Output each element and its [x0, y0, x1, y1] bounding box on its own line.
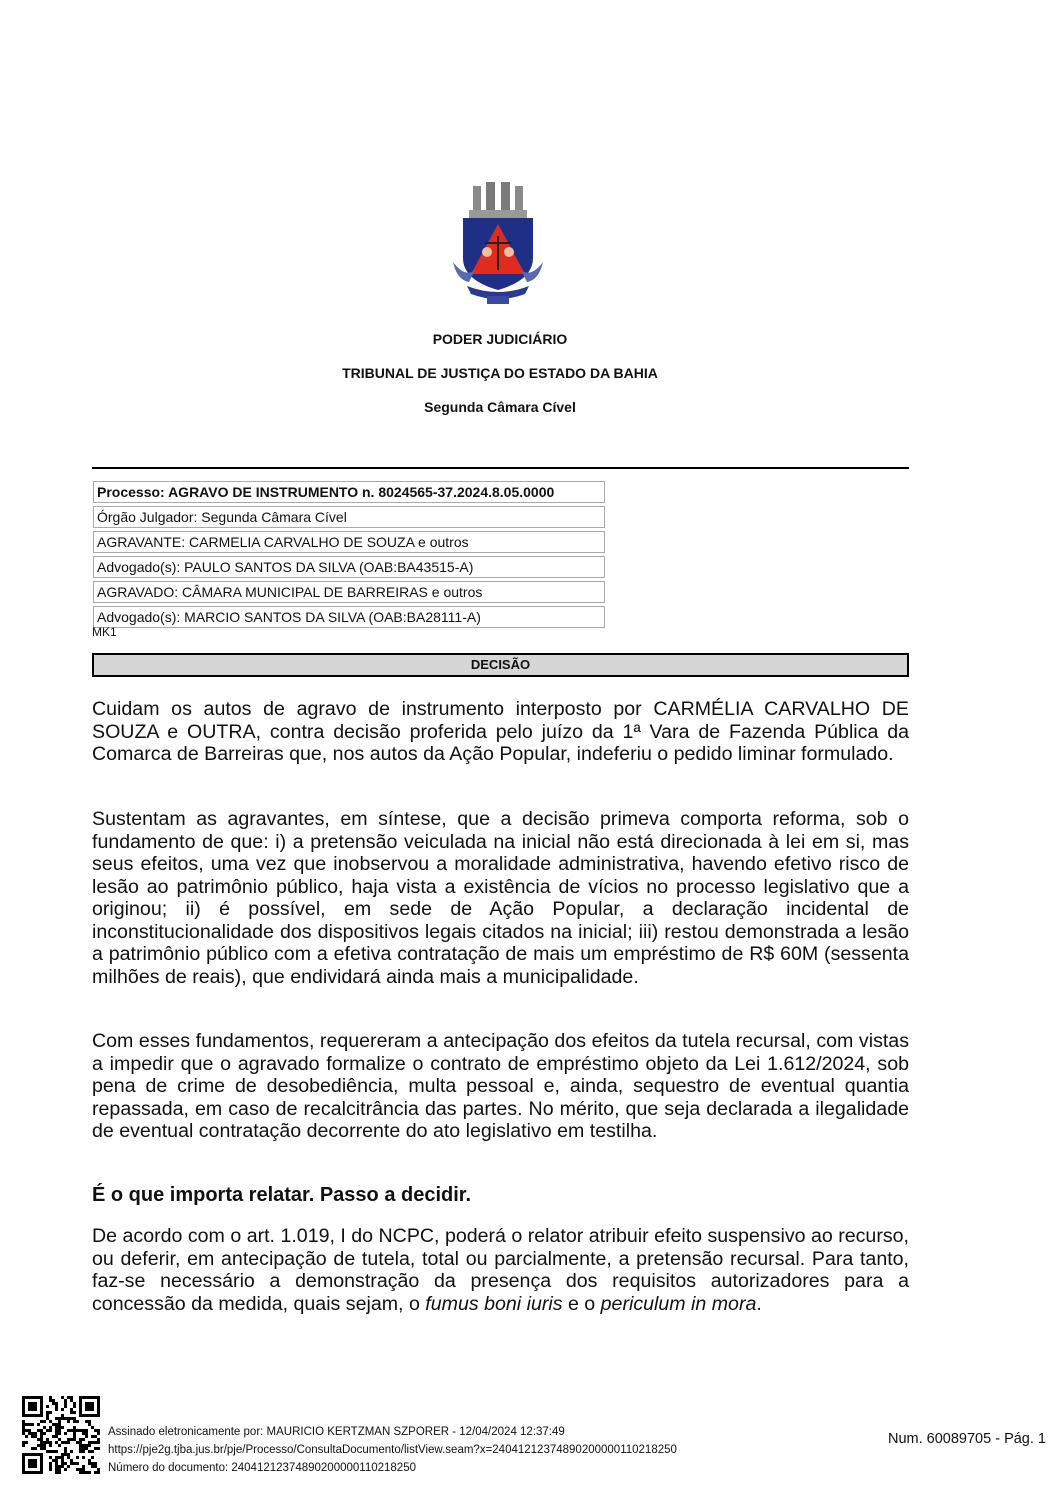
paragraph-5-emphasis-2: periculum in mora — [600, 1292, 757, 1315]
page-number: Num. 60089705 - Pág. 1 — [888, 1431, 1046, 1447]
case-info-table — [93, 481, 605, 631]
paragraph-5-text-c: . — [756, 1292, 762, 1315]
header-court-name: TRIBUNAL DE JUSTIÇA DO ESTADO DA BAHIA — [342, 365, 658, 381]
case-info-row: Processo: AGRAVO DE INSTRUMENTO n. 8024565-37.2024.8.05.0000 — [93, 481, 605, 503]
header-chamber: Segunda Câmara Cível — [424, 399, 576, 415]
paragraph-1: Cuidam os autos de agravo de instrumento interposto por CARMÉLIA CARVALHO DE SOUZA e OUTRA, contra decisão proferida pelo juízo da 1ª Vara de Fazenda Pública da Comarca de Barreiras que, nos autos da Ação Popular, indeferiu o pedido liminar formulado. — [92, 698, 909, 765]
qr-code-icon — [22, 1396, 100, 1474]
mk-label: MK1 — [92, 625, 117, 639]
paragraph-5 — [92, 1225, 909, 1315]
case-info-row: Advogado(s): MARCIO SANTOS DA SILVA (OAB:BA28111-A) — [93, 606, 605, 628]
case-info-row: AGRAVANTE: CARMELIA CARVALHO DE SOUZA e outros — [93, 531, 605, 553]
paragraph-5-emphasis-1: fumus boni iuris — [425, 1292, 563, 1315]
footer-signed-by: Assinado eletronicamente por: MAURICIO KERTZMAN SZPORER - 12/04/2024 12:37:49 — [108, 1426, 565, 1438]
bahia-coat-of-arms-icon — [451, 182, 545, 308]
header-court-branch: PODER JUDICIÁRIO — [432, 331, 568, 347]
section-title: DECISÃO — [92, 653, 909, 677]
case-info-row: AGRAVADO: CÂMARA MUNICIPAL DE BARREIRAS e outros — [93, 581, 605, 603]
footer-url[interactable]: https://pje2g.tjba.jus.br/pje/Processo/ConsultaDocumento/listView.seam?x=24041212374890200000110218250 — [108, 1444, 677, 1456]
paragraph-5-text-a: De acordo com o art. 1.019, I do NCPC, poderá o relator atribuir efeito suspensivo ao recurso, ou deferir, em antecipação de tutela, total ou parcialmente, a pretensão recursal. Para tanto, faz-se necessário a demonstração da presença dos requisitos autorizadores para a concessão da medida, quais sejam, o — [92, 1225, 909, 1315]
paragraph-2: Sustentam as agravantes, em síntese, que a decisão primeva comporta reforma, sob o fundamento de que: i) a pretensão veiculada na inicial não está direcionada à lei em si, mas seus efeitos, uma vez que inobservou a moralidade administrativa, havendo efetivo risco de lesão ao patrimônio público, haja vista a existência de vícios no processo legislativo que a originou; ii) é possível, em sede de Ação Popular, a declaração incidental de inconstitucionalidade dos dispositivos legais citados na inicial; iii) restou demonstrada a lesão a patrimônio público com a efetiva contratação de mais um empréstimo de R$ 60M (sessenta milhões de reais), que endividará ainda mais a municipalidade. — [92, 808, 909, 988]
paragraph-4: É o que importa relatar. Passo a decidir. — [92, 1184, 472, 1206]
case-info-row: Órgão Julgador: Segunda Câmara Cível — [93, 506, 605, 528]
case-info-row: Advogado(s): PAULO SANTOS DA SILVA (OAB:BA43515-A) — [93, 556, 605, 578]
header-divider — [92, 467, 909, 469]
footer-doc-number: Número do documento: 24041212374890200000110218250 — [108, 1462, 416, 1474]
paragraph-3: Com esses fundamentos, requereram a antecipação dos efeitos da tutela recursal, com vistas a impedir que o agravado formalize o contrato de empréstimo objeto da Lei 1.612/2024, sob pena de crime de desobediência, multa pessoal e, ainda, sequestro de eventual quantia repassada, em caso de recalcitrância das partes. No mérito, que seja declarada a ilegalidade de eventual contratação decorrente do ato legislativo em testilha. — [92, 1030, 909, 1142]
paragraph-5-text-b: e o — [562, 1292, 601, 1315]
